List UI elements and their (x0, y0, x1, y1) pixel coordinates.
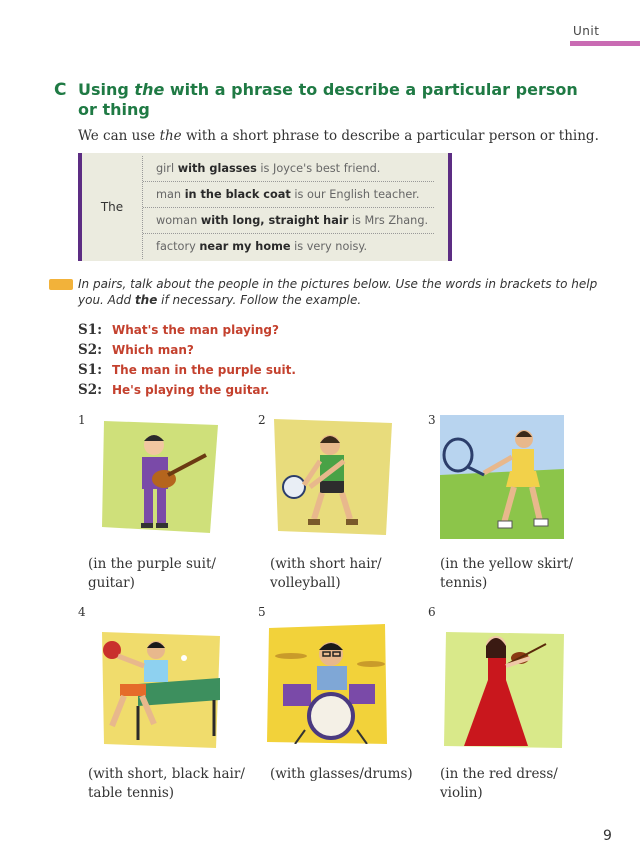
picture-table-tennis-boy (98, 628, 222, 752)
row-rest: is our English teacher. (294, 188, 420, 201)
grammar-rows (142, 156, 434, 259)
grammar-row (143, 208, 434, 234)
section-title-post: with a phrase to describe a particular person or thing (78, 80, 578, 119)
picture-guitar-man (98, 415, 222, 539)
dialog-utterance: What's the man playing? (112, 323, 279, 337)
section-title (78, 80, 578, 120)
caption-line: (with short hair/ (270, 556, 382, 572)
picture-caption-2 (270, 555, 382, 593)
grammar-the-label: The (100, 200, 124, 214)
caption-line: violin) (440, 785, 483, 801)
picture-number-2: 2 (258, 413, 266, 427)
grammar-row (143, 156, 434, 182)
row-phrase: with glasses (177, 162, 257, 175)
row-noun: girl (156, 162, 175, 175)
dialog-speaker: S1: (78, 362, 103, 378)
dialog-line (78, 359, 296, 379)
instr-the: the (134, 293, 158, 307)
picture-volleyball-girl (270, 415, 394, 539)
dialog-utterance: He's playing the guitar. (112, 383, 270, 397)
caption-line: (with glasses/drums) (270, 766, 413, 782)
dialog-utterance: Which man? (112, 343, 194, 357)
row-noun: woman (156, 214, 198, 227)
picture-number-5: 5 (258, 605, 266, 619)
caption-line: tennis) (440, 575, 488, 591)
section-letter: C (54, 80, 67, 100)
dialog-speaker: S2: (78, 342, 103, 358)
row-rest: is very noisy. (294, 240, 368, 253)
picture-violin-woman (442, 628, 566, 752)
picture-caption-5 (270, 765, 413, 784)
example-dialog (78, 319, 296, 399)
caption-line: table tennis) (88, 785, 175, 801)
picture-number-6: 6 (428, 605, 436, 619)
row-rest: is Joyce's best friend. (260, 162, 381, 175)
unit-label: Unit (573, 24, 600, 38)
intro-pre: We can use (78, 128, 160, 144)
picture-number-4: 4 (78, 605, 86, 619)
caption-line: (with short, black hair/ (88, 766, 245, 782)
instr-part-b: if necessary. Follow the example. (157, 293, 362, 307)
pair-work-icon (49, 279, 73, 290)
row-noun: factory (156, 240, 196, 253)
page-number: 9 (603, 828, 612, 844)
dialog-utterance: The man in the purple suit. (112, 363, 296, 377)
dialog-speaker: S1: (78, 322, 103, 338)
caption-line: (in the purple suit/ (88, 556, 216, 572)
grammar-row (143, 234, 434, 259)
exercise-instructions (78, 276, 598, 308)
dialog-line (78, 339, 296, 359)
caption-line: guitar) (88, 575, 135, 591)
row-noun: man (156, 188, 182, 201)
picture-caption-6 (440, 765, 558, 803)
intro-text (78, 128, 618, 144)
caption-line: (in the yellow skirt/ (440, 556, 574, 572)
picture-caption-4 (88, 765, 245, 803)
row-phrase: in the black coat (184, 188, 291, 201)
intro-the: the (159, 128, 182, 144)
section-title-pre: Using (78, 80, 135, 99)
grammar-table (78, 153, 452, 261)
row-phrase: with long, straight hair (200, 214, 349, 227)
dialog-line (78, 319, 296, 339)
row-phrase: near my home (199, 240, 291, 253)
grammar-row (143, 182, 434, 208)
unit-bar (570, 41, 640, 46)
instr-part-a: In pairs, talk about the people in the pictures below. Use the words in brackets to help you. Add (78, 277, 598, 307)
caption-line: (in the red dress/ (440, 766, 558, 782)
picture-caption-3 (440, 555, 573, 593)
section-title-the: the (134, 80, 165, 99)
row-rest: is Mrs Zhang. (351, 214, 429, 227)
dialog-line (78, 379, 296, 399)
caption-line: volleyball) (270, 575, 341, 591)
dialog-speaker: S2: (78, 382, 103, 398)
picture-caption-1 (88, 555, 216, 593)
intro-post: with a short phrase to describe a particular person or thing. (181, 128, 599, 144)
picture-number-1: 1 (78, 413, 86, 427)
picture-number-3: 3 (428, 413, 436, 427)
picture-drummer (265, 620, 389, 744)
picture-tennis-girl (440, 415, 564, 539)
